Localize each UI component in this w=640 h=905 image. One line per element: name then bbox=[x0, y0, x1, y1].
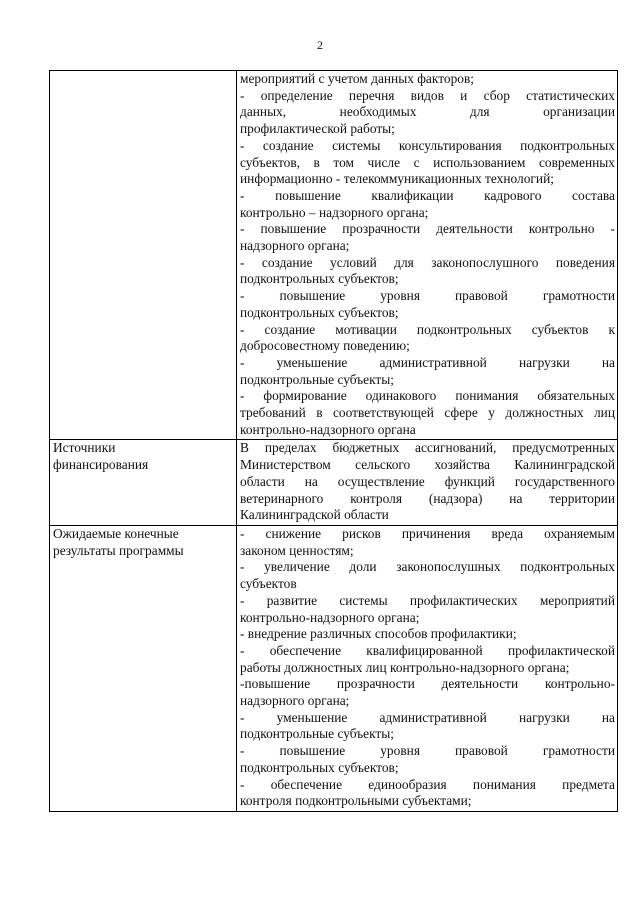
content-line: подконтрольных субъектов; bbox=[240, 759, 399, 775]
content-line: профилактической работы; bbox=[240, 121, 395, 137]
content-line: - снижение рисков причинения вреда охраняемым bbox=[240, 525, 615, 541]
content-line: информационно - телекоммуникационных технологий; bbox=[240, 171, 554, 187]
content-line: - повышение прозрачности деятельности контрольно - bbox=[240, 221, 615, 237]
content-line: области на осуществление функций государственного bbox=[240, 473, 615, 489]
content-line: подконтрольных субъектов; bbox=[240, 304, 399, 320]
content-line: - внедрение различных способов профилактики; bbox=[240, 626, 517, 642]
row-label-cell bbox=[50, 440, 237, 526]
row-label-line: Источники bbox=[53, 440, 116, 456]
content-line: подконтрольные субъекты; bbox=[240, 726, 394, 742]
content-line: надзорного органа; bbox=[240, 693, 350, 709]
content-line: - создание системы консультирования подконтрольных bbox=[240, 137, 615, 153]
content-line: добросовестному поведению; bbox=[240, 338, 410, 354]
content-line: - повышение уровня правовой грамотности bbox=[240, 743, 615, 759]
content-line: Министерством сельского хозяйства Калининградской bbox=[240, 457, 615, 473]
table-row bbox=[50, 71, 618, 440]
row-label-line: Ожидаемые конечные bbox=[53, 525, 179, 541]
content-line: подконтрольных субъектов; bbox=[240, 271, 399, 287]
content-line: контроля подконтрольными субъектами; bbox=[240, 793, 472, 809]
row-label-line: результаты программы bbox=[53, 542, 184, 558]
table-row bbox=[50, 525, 618, 811]
content-line: требований в соответствующей сфере у должностных лиц bbox=[240, 405, 615, 421]
program-table bbox=[49, 70, 618, 812]
table-row bbox=[50, 440, 618, 526]
content-line: данных, необходимых для организации bbox=[240, 104, 615, 120]
content-line: субъектов, в том числе с использованием современных bbox=[240, 154, 615, 170]
content-line: законом ценностям; bbox=[240, 542, 354, 558]
content-line: контрольно-надзорного органа; bbox=[240, 609, 420, 625]
content-line: работы должностных лиц контрольно-надзорного органа; bbox=[240, 659, 570, 675]
content-line: ветеринарного контроля (надзора) на территории bbox=[240, 490, 615, 506]
row-label-cell bbox=[50, 71, 237, 440]
content-line: - уменьшение административной нагрузки на bbox=[240, 709, 615, 725]
row-content-cell bbox=[237, 71, 618, 440]
content-line: - развитие системы профилактических мероприятий bbox=[240, 592, 615, 608]
page-number: 2 bbox=[317, 38, 323, 52]
content-line: контрольно – надзорного органа; bbox=[240, 204, 429, 220]
content-line: -повышение прозрачности деятельности контрольно- bbox=[240, 676, 615, 692]
program-table-body bbox=[50, 71, 618, 812]
content-line: подконтрольные субъекты; bbox=[240, 371, 394, 387]
row-content-cell bbox=[237, 440, 618, 526]
content-line: - определение перечня видов и сбор статистических bbox=[240, 87, 615, 103]
content-line: - обеспечение единообразия понимания предмета bbox=[240, 776, 615, 792]
content-line: мероприятий с учетом данных факторов; bbox=[240, 71, 475, 86]
content-line: - формирование одинакового понимания обязательных bbox=[240, 388, 615, 404]
content-line: надзорного органа; bbox=[240, 238, 350, 254]
content-line: - уменьшение административной нагрузки на bbox=[240, 354, 615, 370]
row-content-cell bbox=[237, 525, 618, 811]
row-label-cell bbox=[50, 525, 237, 811]
content-line: В пределах бюджетных ассигнований, предусмотренных bbox=[240, 440, 615, 456]
row-label-line: финансирования bbox=[53, 457, 149, 473]
content-line: - повышение уровня правовой грамотности bbox=[240, 288, 615, 304]
content-line: - создание мотивации подконтрольных субъектов к bbox=[240, 321, 615, 337]
content-line: - увеличение доли законопослушных подконтрольных bbox=[240, 559, 615, 575]
content-line: - обеспечение квалифицированной профилактической bbox=[240, 642, 615, 658]
content-line: контрольно-надзорного органа bbox=[240, 421, 416, 437]
content-line: Калининградской области bbox=[240, 507, 389, 523]
content-line: - создание условий для законопослушного поведения bbox=[240, 254, 615, 270]
content-line: - повышение квалификации кадрового состава bbox=[240, 187, 615, 203]
content-line: субъектов bbox=[240, 576, 297, 592]
